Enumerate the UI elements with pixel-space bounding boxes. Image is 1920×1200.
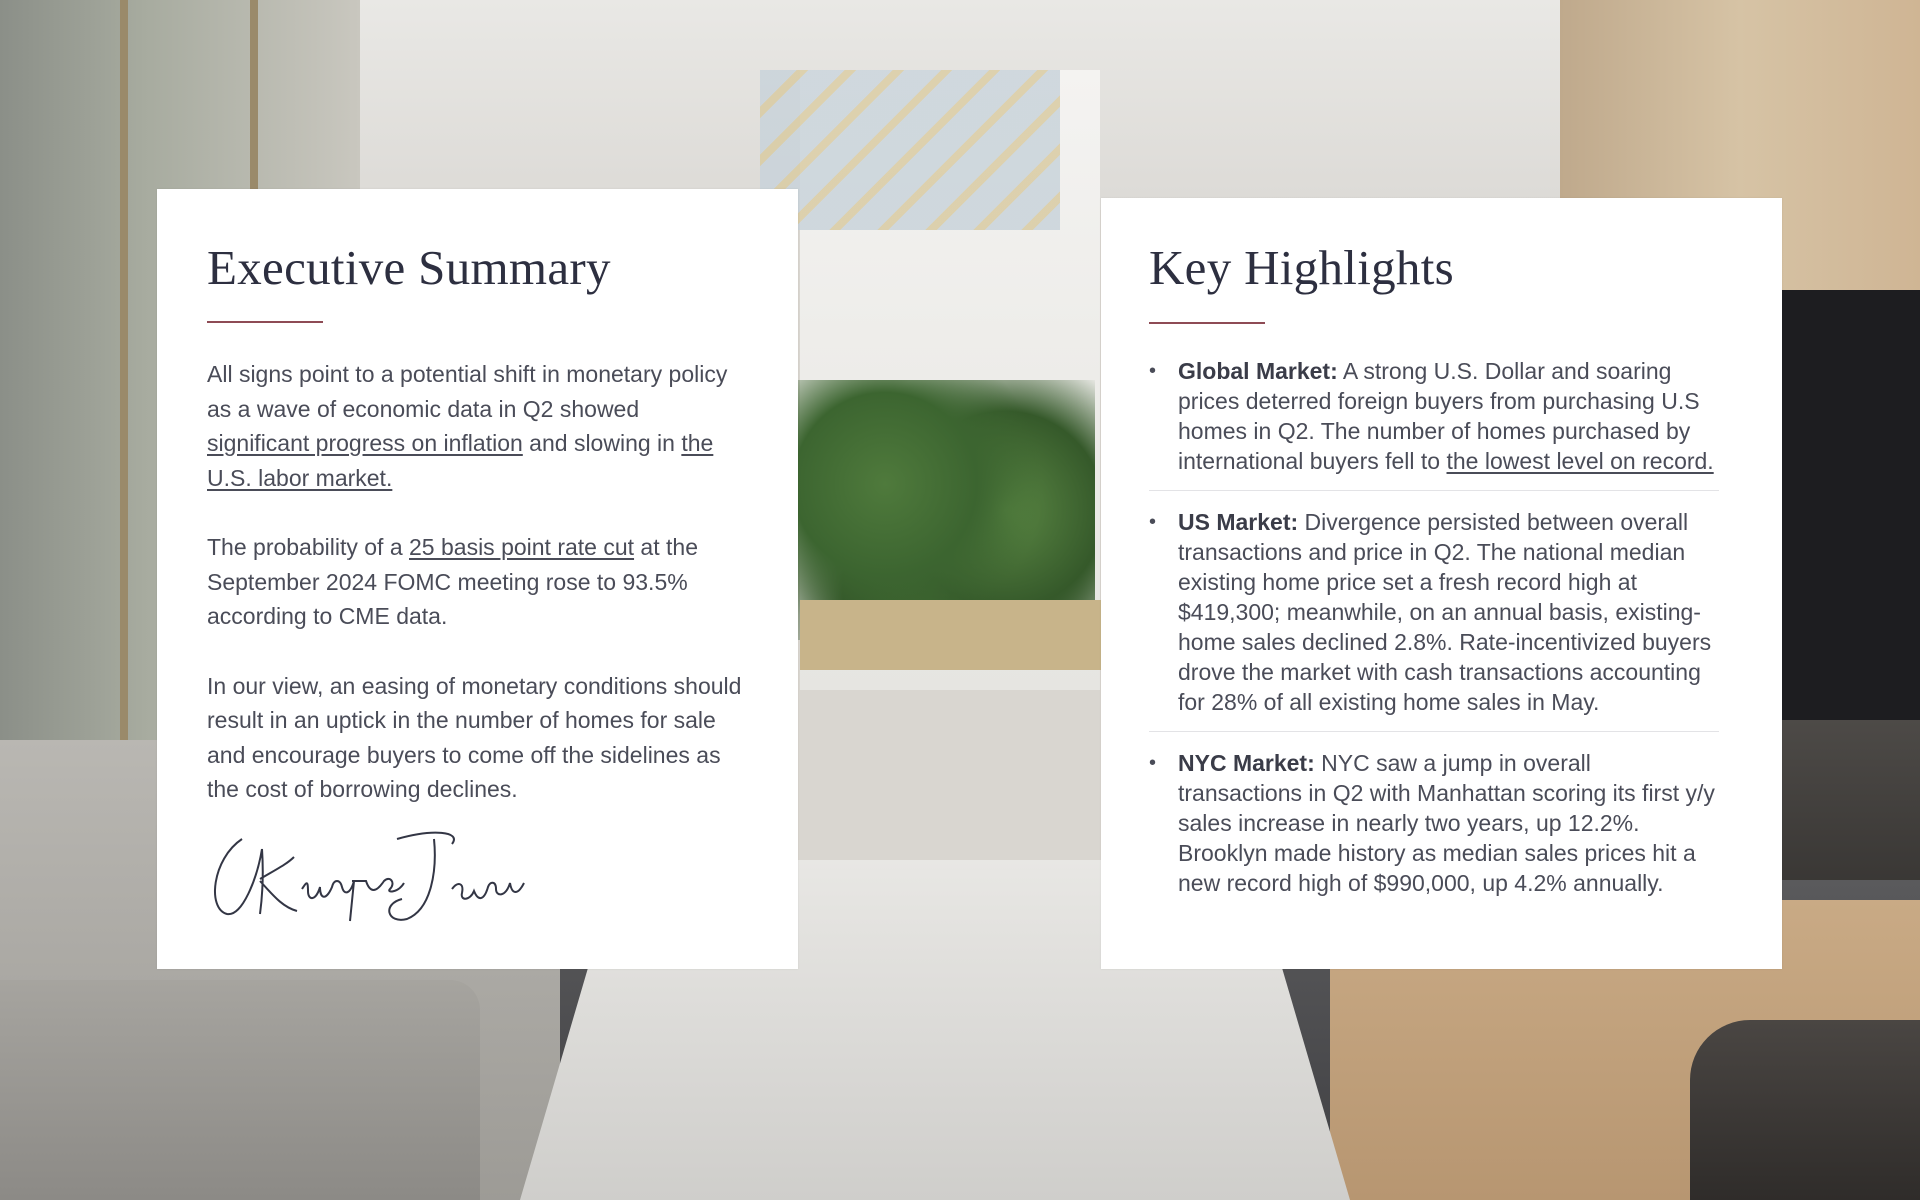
bullet-icon: • <box>1149 511 1157 533</box>
skylight <box>760 70 1060 230</box>
signature <box>202 819 542 939</box>
nyc-market-label: NYC Market: <box>1178 750 1315 776</box>
bullet-icon: • <box>1149 752 1157 774</box>
global-market-label: Global Market: <box>1178 358 1338 384</box>
executive-summary-card <box>157 189 798 969</box>
list-item <box>1149 507 1719 732</box>
us-market-label: US Market: <box>1178 509 1299 535</box>
inflation-link[interactable]: significant progress on inflation <box>207 430 523 456</box>
global-market-text: A strong U.S. Dollar and soaring prices deterred foreign buyers from purchasing U.S homes in Q2. The number of homes purchased by international buyers fell to <box>1178 358 1700 474</box>
planter <box>800 600 1120 670</box>
summary-paragraph-2 <box>207 530 747 634</box>
summary-text: The probability of a <box>207 534 410 560</box>
executive-summary-body <box>207 357 747 842</box>
bullet-icon: • <box>1149 360 1157 382</box>
nyc-market-text: NYC saw a jump in overall transactions in Q2 with Manhattan scoring its first y/y sales increase in nearly two years, up 12.2%. Brooklyn made history as median sales prices hit a new record high of $990,000, up 4.2% annually. <box>1178 750 1715 896</box>
rate-cut-link[interactable]: 25 basis point rate cut <box>409 534 635 560</box>
window-frame <box>120 0 128 820</box>
summary-text: and slowing in <box>522 430 682 456</box>
television <box>1780 290 1920 720</box>
summary-text: All signs point to a potential shift in monetary policy as a wave of economic data in Q2 showed <box>207 361 728 422</box>
key-highlights-card <box>1101 198 1782 969</box>
armchair <box>1690 1020 1920 1200</box>
us-market-text: Divergence persisted between overall transactions and price in Q2. The national median existing home price set a fresh record high at $419,300; meanwhile, on an annual basis, existing-home sales declined 2.8%. Rate-incentivized buyers drove the market with cash transactions accounting for 28% of all existing home sales in May. <box>1178 509 1712 715</box>
highlights-list <box>1149 356 1719 928</box>
key-highlights-title: Key Highlights <box>1149 240 1454 295</box>
sofa-seat <box>0 980 480 1200</box>
summary-text: at the September 2024 FOMC meeting rose to 93.5% according to CME data. <box>207 534 698 629</box>
list-item <box>1149 356 1719 491</box>
labor-market-link[interactable]: the U.S. labor market. <box>207 430 714 491</box>
summary-paragraph-3: In our view, an easing of monetary conditions should result in an uptick in the number of homes for sale and encourage buyers to come off the sidelines as the cost of borrowing declines. <box>207 672 742 802</box>
list-item <box>1149 748 1719 912</box>
executive-summary-title: Executive Summary <box>207 240 611 295</box>
title-rule <box>207 321 323 323</box>
title-rule <box>1149 322 1265 324</box>
lowest-level-link[interactable]: the lowest level on record. <box>1446 448 1714 474</box>
summary-paragraph-1 <box>207 357 747 495</box>
